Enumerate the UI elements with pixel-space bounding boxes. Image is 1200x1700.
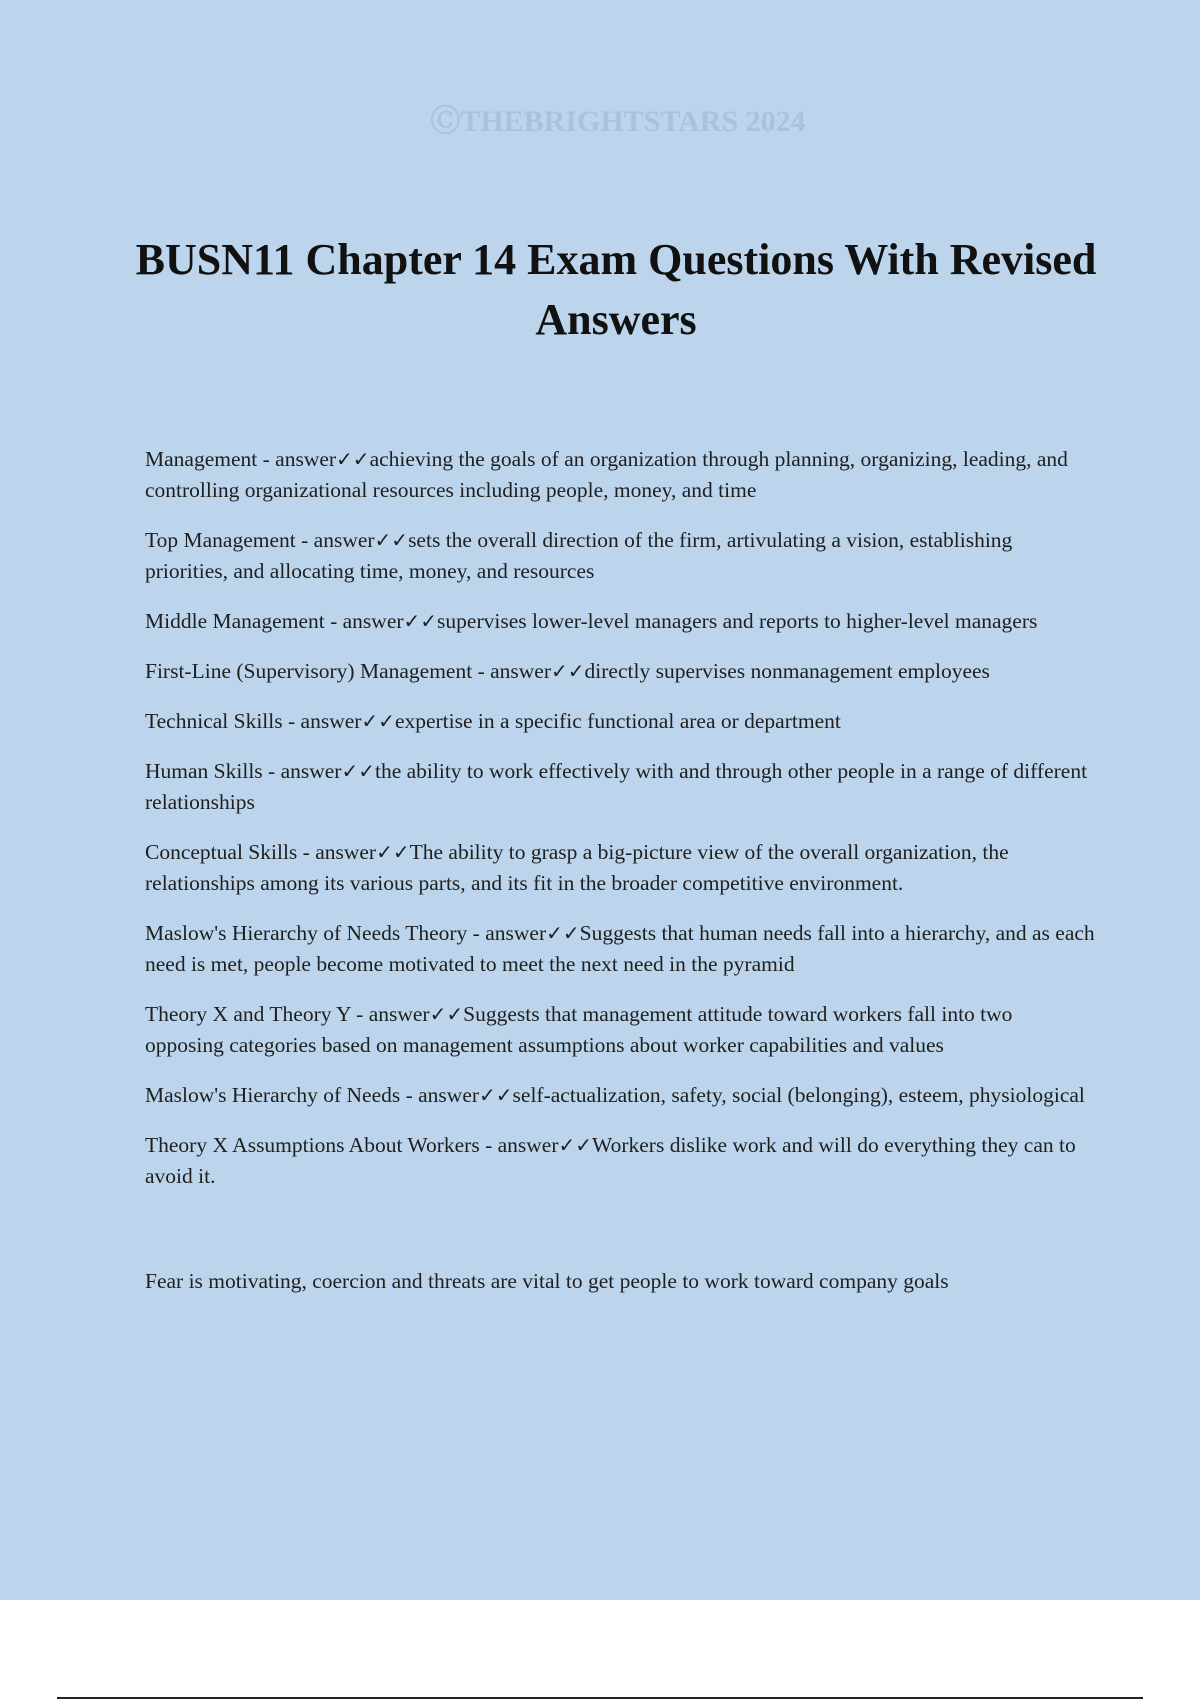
qa-entry [145, 756, 1095, 818]
qa-entry [145, 525, 1095, 587]
answer-label: answer [418, 1083, 480, 1107]
answer-label: answer [485, 921, 547, 945]
entry-answer: self-actualization, safety, social (belonging), esteem, physiological [512, 1083, 1085, 1107]
entry-term: Theory X and Theory Y - [145, 1002, 369, 1026]
entry-term: First-Line (Supervisory) Management - [145, 659, 491, 683]
entry-answer: Workers dislike work and will do everything they can to avoid it. [145, 1133, 1076, 1188]
answer-label: answer [490, 659, 552, 683]
qa-entry [145, 837, 1095, 899]
entry-answer: supervises lower-level managers and reports to higher-level managers [437, 609, 1038, 633]
entry-term: Management - [145, 447, 276, 471]
entry-answer: achieving the goals of an organization through planning, organizing, leading, and controlling organizational resources including people, money, and time [145, 447, 1068, 502]
qa-entry [145, 918, 1095, 980]
entry-term: Maslow's Hierarchy of Needs - [145, 1083, 419, 1107]
answer-label: answer [300, 709, 362, 733]
continuation-text: Fear is motivating, coercion and threats are vital to get people to work toward company goals [145, 1269, 949, 1293]
entry-answer: directly supervises nonmanagement employees [584, 659, 990, 683]
answer-label: answer [280, 759, 342, 783]
answer-label: answer [497, 1133, 559, 1157]
entry-term: Human Skills - [145, 759, 281, 783]
qa-entry [145, 656, 1095, 687]
entry-term: Technical Skills - [145, 709, 301, 733]
answer-label: answer [368, 1002, 430, 1026]
entry-term: Maslow's Hierarchy of Needs Theory - [145, 921, 486, 945]
page-title: BUSN11 Chapter 14 Exam Questions With Revised Answers [135, 235, 1097, 344]
double-check-icon: ✓✓ [429, 1002, 464, 1026]
answer-label: answer [342, 609, 404, 633]
double-check-icon: ✓✓ [361, 709, 395, 733]
qa-entry [145, 999, 1095, 1061]
double-check-icon: ✓✓ [336, 447, 370, 471]
qa-list [145, 444, 1095, 1316]
entry-answer: Suggests that human needs fall into a hierarchy, and as each need is met, people become motivated to meet the next need in the pyramid [145, 921, 1095, 976]
double-check-icon: ✓✓ [479, 1083, 513, 1107]
qa-entry [145, 606, 1095, 637]
entry-term: Conceptual Skills - [145, 840, 316, 864]
entry-answer: The ability to grasp a big-picture view of the overall organization, the relationships among its various parts, and its fit in the broader competitive environment. [145, 840, 1009, 895]
entry-term: Middle Management - [145, 609, 343, 633]
entry-answer: expertise in a specific functional area or department [394, 709, 841, 733]
double-check-icon: ✓✓ [374, 528, 409, 552]
entry-answer: the ability to work effectively with and through other people in a range of different relationships [145, 759, 1088, 814]
qa-entry [145, 444, 1095, 506]
footer-divider [57, 1697, 1143, 1699]
entry-answer: sets the overall direction of the firm, artivulating a vision, establishing priorities, and allocating time, money, and resources [145, 528, 1013, 583]
entry-term: Theory X Assumptions About Workers - [145, 1133, 498, 1157]
watermark: ⒸTHEBRIGHTSTARS 2024 [430, 105, 806, 138]
entry-answer: Suggests that management attitude toward workers fall into two opposing categories based on management assumptions about worker capabilities and values [145, 1002, 1013, 1057]
answer-label: answer [275, 447, 337, 471]
double-check-icon: ✓✓ [558, 1133, 593, 1157]
double-check-icon: ✓✓ [551, 659, 585, 683]
qa-entry [145, 1080, 1095, 1111]
double-check-icon: ✓✓ [341, 759, 375, 783]
answer-label: answer [315, 840, 377, 864]
double-check-icon: ✓✓ [376, 840, 410, 864]
double-check-icon: ✓✓ [546, 921, 580, 945]
answer-label: answer [313, 528, 375, 552]
entry-term: Top Management - [145, 528, 314, 552]
qa-entry [145, 1130, 1095, 1192]
double-check-icon: ✓✓ [403, 609, 438, 633]
qa-entry [145, 706, 1095, 737]
